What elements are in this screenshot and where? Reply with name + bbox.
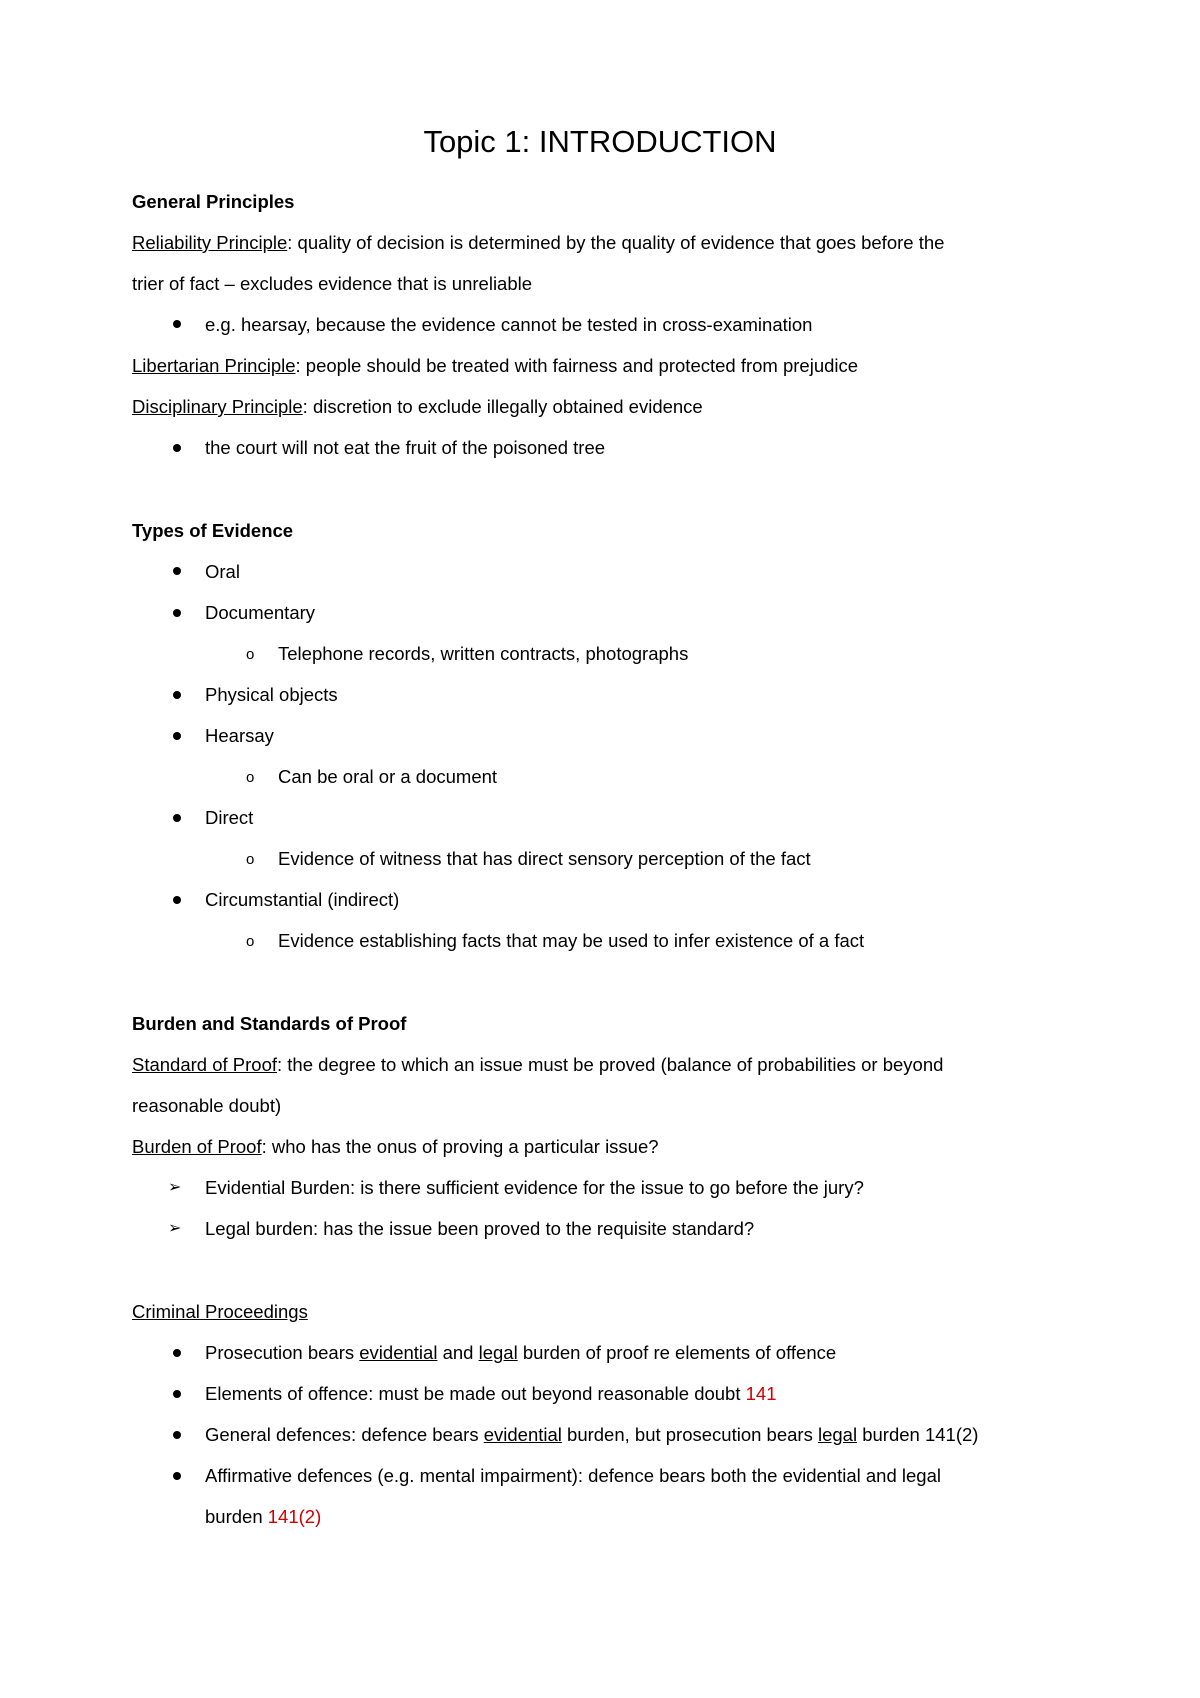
text-segment: and: [437, 1342, 479, 1363]
list-item: Evidential Burden: is there sufficient evidence for the issue to go before the jury?: [205, 1177, 864, 1198]
section-heading-types-of-evidence: Types of Evidence: [132, 520, 294, 541]
list-item: e.g. hearsay, because the evidence cannot be tested in cross-examination: [205, 314, 813, 335]
list-item: Oral: [205, 561, 240, 582]
bullet-icon: [173, 814, 181, 822]
evidential-term: evidential: [359, 1342, 438, 1363]
burden-of-proof-line: [132, 1134, 659, 1160]
text-segment: burden 141(2): [857, 1424, 979, 1445]
bullet-icon: [173, 691, 181, 699]
list-item: Physical objects: [205, 684, 338, 705]
list-item: [205, 1340, 836, 1366]
text-segment: Elements of offence: must be made out beyond reasonable doubt: [205, 1383, 746, 1404]
standard-of-proof-term: Standard of Proof: [132, 1054, 278, 1075]
sub-list-item: Telephone records, written contracts, photographs: [278, 643, 689, 664]
bullet-icon: [173, 609, 181, 617]
section-reference: 141: [745, 1383, 777, 1404]
section-heading-general-principles: General Principles: [132, 191, 295, 212]
burden-of-proof-term: Burden of Proof: [132, 1136, 262, 1157]
sub-list-item: Evidence establishing facts that may be used to infer existence of a fact: [278, 930, 865, 951]
bullet-icon: [173, 1472, 181, 1480]
text-segment: burden, but prosecution bears: [561, 1424, 818, 1445]
bullet-icon: [173, 732, 181, 740]
list-item: Direct: [205, 807, 254, 828]
reliability-principle-text-cont: trier of fact – excludes evidence that is unreliable: [132, 273, 533, 294]
text-segment: burden: [205, 1506, 268, 1527]
list-item: Hearsay: [205, 725, 274, 746]
disciplinary-principle-term: Disciplinary Principle: [132, 396, 303, 417]
arrow-bullet-icon: ➢: [168, 1179, 182, 1196]
reliability-principle-term: Reliability Principle: [132, 232, 288, 253]
libertarian-principle-text: : people should be treated with fairness and protected from prejudice: [295, 355, 859, 376]
list-item: Affirmative defences (e.g. mental impairment): defence bears both the evidential and legal: [205, 1465, 941, 1486]
section-reference: 141(2): [267, 1506, 322, 1527]
disciplinary-principle-line: [132, 394, 703, 420]
sub-list-item: Evidence of witness that has direct sensory perception of the fact: [278, 848, 811, 869]
legal-term: legal: [817, 1424, 858, 1445]
section-heading-criminal-proceedings: Criminal Proceedings: [132, 1301, 308, 1322]
page-title: Topic 1: INTRODUCTION: [423, 124, 777, 159]
text-segment: Prosecution bears: [205, 1342, 360, 1363]
arrow-bullet-icon: ➢: [168, 1220, 182, 1237]
list-item: Circumstantial (indirect): [205, 889, 400, 910]
sub-bullet-icon: o: [246, 851, 255, 868]
list-item: [205, 1422, 978, 1448]
list-item: [205, 1381, 777, 1407]
burden-of-proof-text: : who has the onus of proving a particular issue?: [261, 1136, 659, 1157]
legal-term: legal: [478, 1342, 518, 1363]
sub-bullet-icon: o: [246, 769, 255, 786]
sub-bullet-icon: o: [246, 933, 255, 950]
disciplinary-principle-text: : discretion to exclude illegally obtained evidence: [302, 396, 703, 417]
sub-list-item: Can be oral or a document: [278, 766, 498, 787]
standard-of-proof-text-cont: reasonable doubt): [132, 1095, 282, 1116]
libertarian-principle-term: Libertarian Principle: [132, 355, 296, 376]
evidential-term: evidential: [483, 1424, 562, 1445]
standard-of-proof-line: [132, 1052, 943, 1078]
text-segment: burden of proof re elements of offence: [517, 1342, 837, 1363]
sub-bullet-icon: o: [246, 646, 255, 663]
standard-of-proof-text: : the degree to which an issue must be proved (balance of probabilities or beyond: [277, 1054, 944, 1075]
list-item: the court will not eat the fruit of the poisoned tree: [205, 437, 606, 458]
list-item: Documentary: [205, 602, 316, 623]
bullet-icon: [173, 567, 181, 575]
bullet-icon: [173, 896, 181, 904]
bullet-icon: [173, 1390, 181, 1398]
bullet-icon: [173, 444, 181, 452]
bullet-icon: [173, 1349, 181, 1357]
bullet-icon: [173, 1431, 181, 1439]
reliability-principle-text: : quality of decision is determined by the quality of evidence that goes before the: [287, 232, 945, 253]
list-item-cont: [205, 1504, 321, 1530]
reliability-principle-line: [132, 230, 944, 256]
section-heading-burden-standards: Burden and Standards of Proof: [132, 1013, 407, 1034]
libertarian-principle-line: [132, 353, 858, 379]
list-item: Legal burden: has the issue been proved to the requisite standard?: [205, 1218, 755, 1239]
bullet-icon: [173, 320, 181, 328]
text-segment: General defences: defence bears: [205, 1424, 484, 1445]
